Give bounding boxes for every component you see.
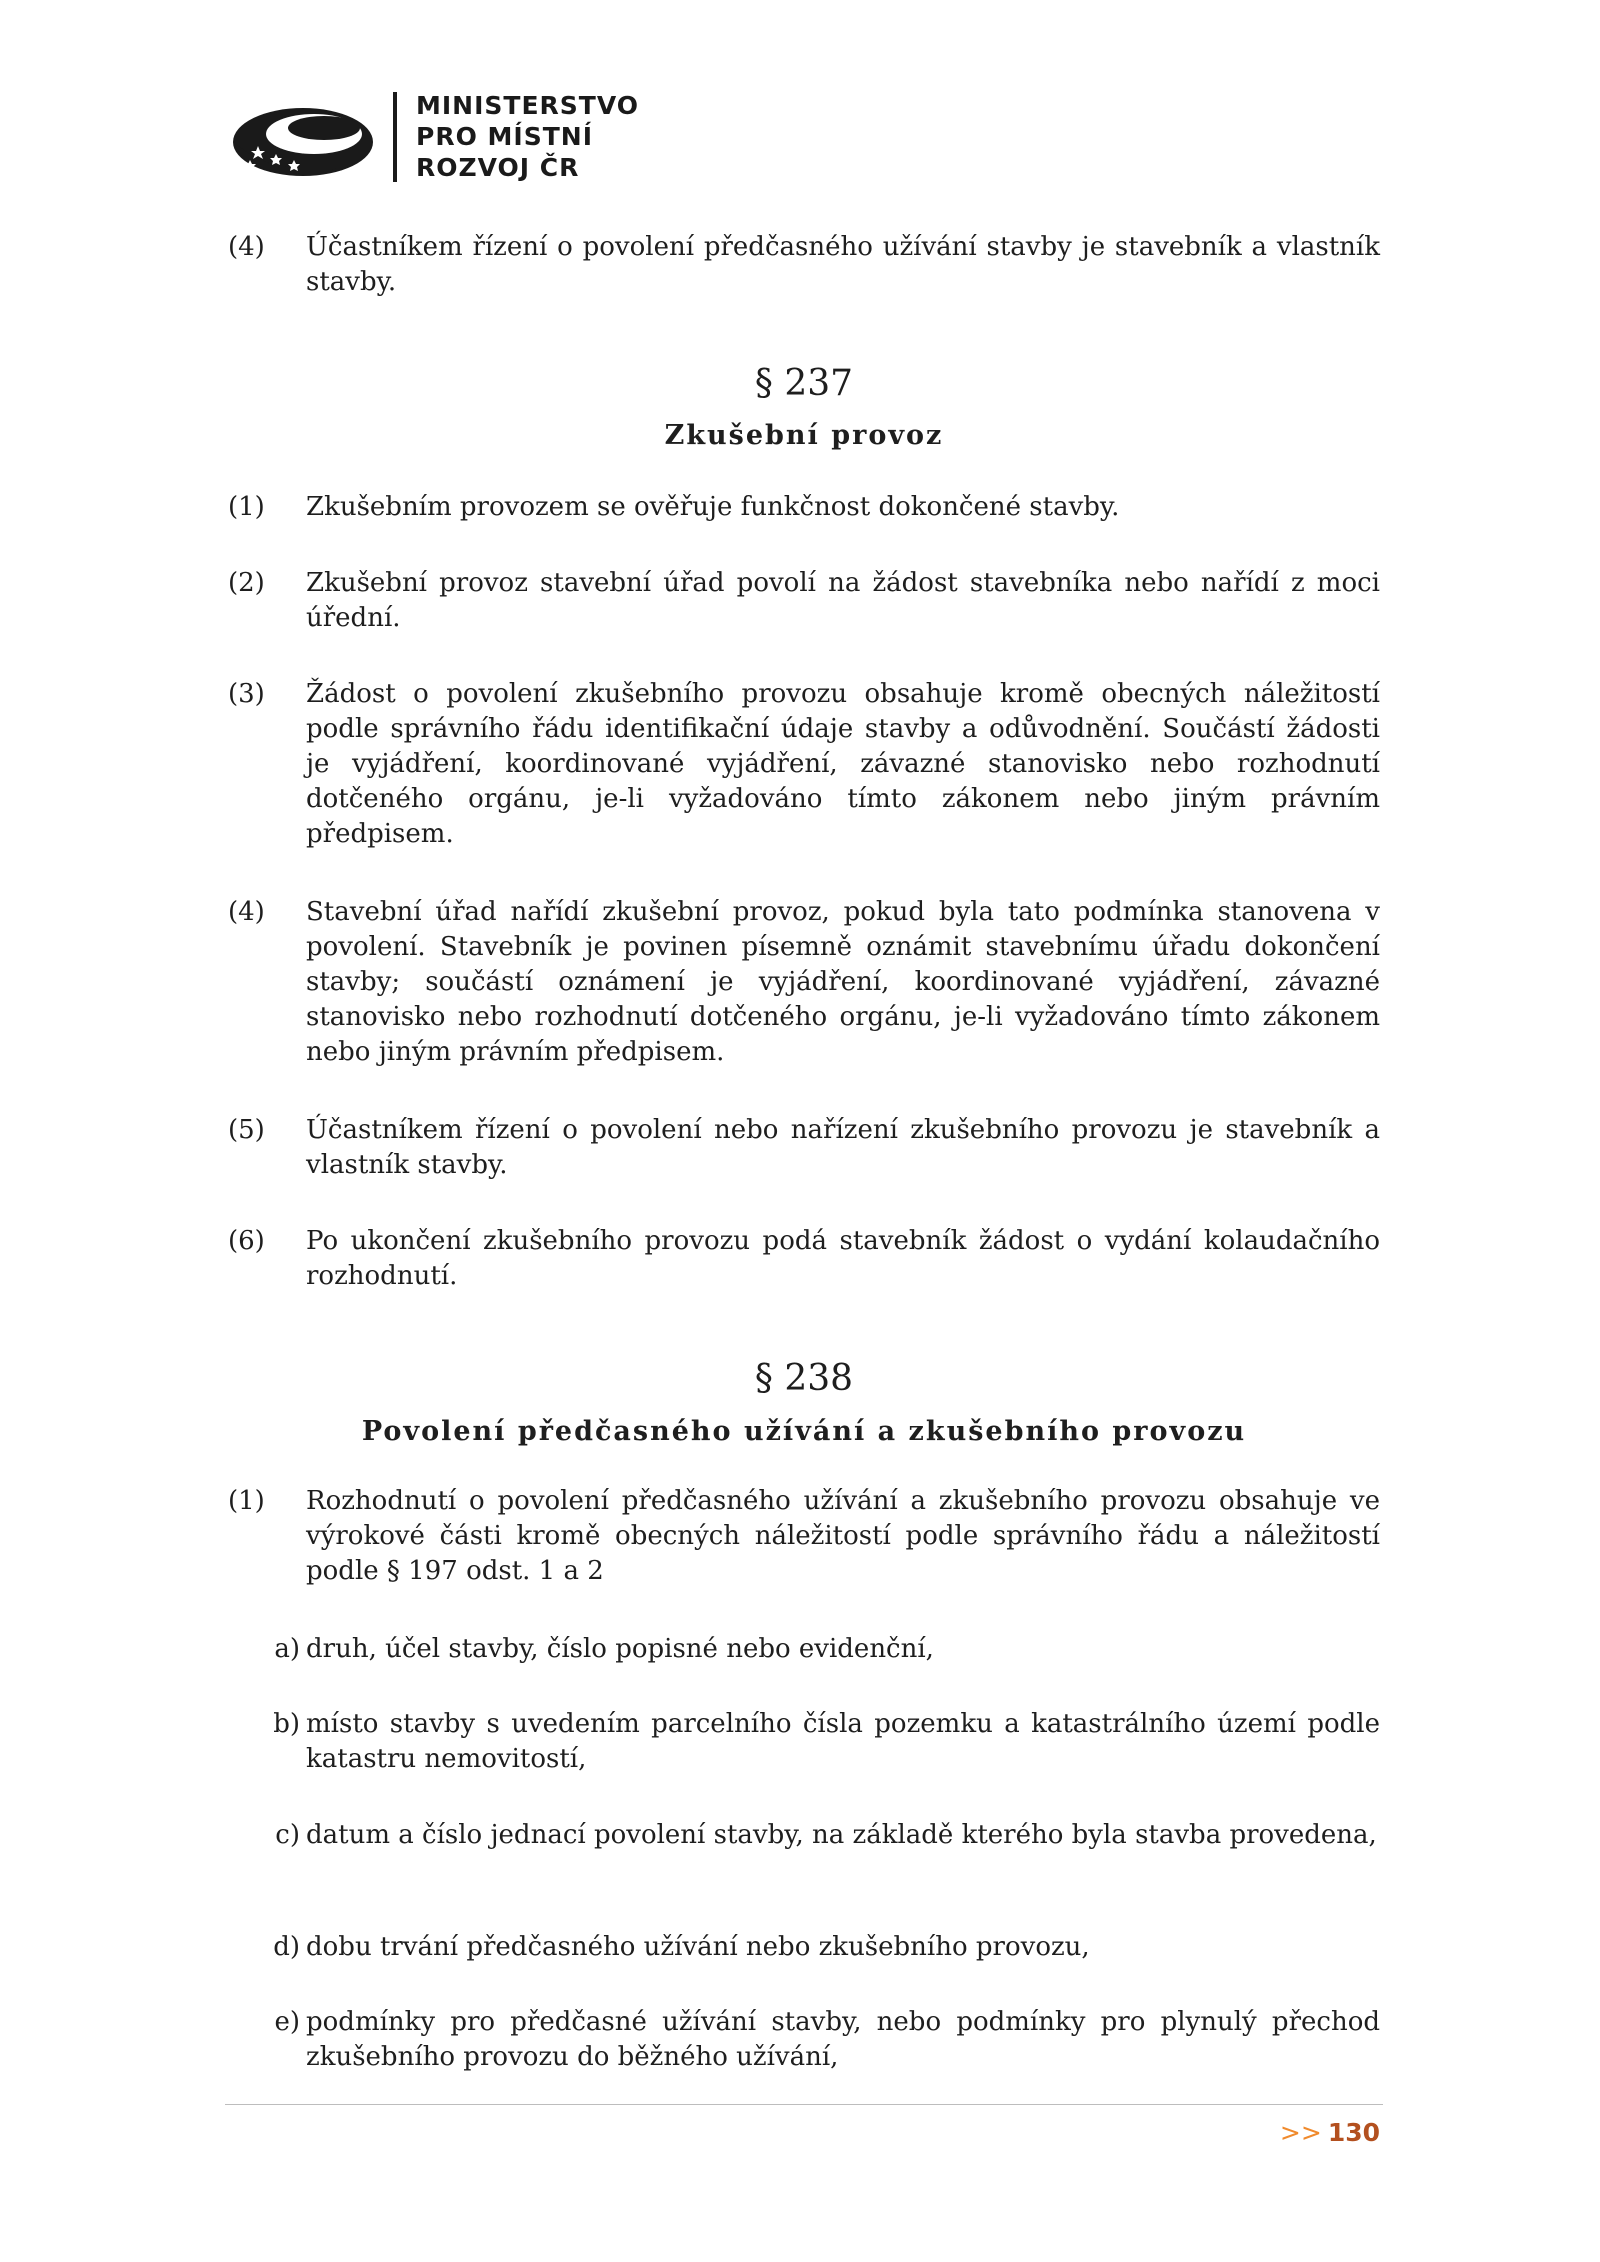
paragraph-number: (4) <box>228 897 265 927</box>
paragraph-number: (3) <box>228 679 265 709</box>
ministry-name-line-2: PRO MÍSTNÍ <box>416 122 593 151</box>
paragraph-text: Stavební úřad nařídí zkušební provoz, pokud byla tato podmínka stanovena v povolení. Stavebník je povinen písemně oznámit stavebnímu úřadu dokončení stavby; součástí oznámení je vyjádření, koordinované vyjádření, závazné stanovisko nebo rozhodnutí dotčeného orgánu, je-li vyžadováno tímto zákonem nebo jiným právním předpisem. <box>306 897 1380 1067</box>
paragraph-text: Účastníkem řízení o povolení předčasného užívání stavby je stavebník a vlastník stavby. <box>306 232 1380 297</box>
list-item-e <box>228 2005 1380 2075</box>
paragraph-number: (6) <box>228 1226 265 1256</box>
section-237-paragraph-6 <box>228 1224 1380 1294</box>
list-item-text: datum a číslo jednací povolení stavby, na základě kterého byla stavba provedena, <box>306 1820 1377 1850</box>
page-number-value: 130 <box>1327 2118 1380 2147</box>
section-238-paragraph-1 <box>228 1484 1380 1589</box>
paragraph-text: Zkušební provoz stavební úřad povolí na žádost stavebníka nebo nařídí z moci úřední. <box>306 568 1380 633</box>
list-item-c <box>228 1818 1380 1853</box>
section-237-paragraph-4 <box>228 895 1380 1070</box>
ministry-name <box>416 90 639 183</box>
section-238-title: Povolení předčasného užívání a zkušebního provozu <box>361 1416 1247 1447</box>
paragraph-number: (1) <box>228 1486 265 1516</box>
section-237-title: Zkušební provoz <box>664 420 944 451</box>
list-item-letter: b) <box>273 1709 300 1739</box>
list-item-letter: d) <box>273 1932 300 1962</box>
paragraph-number: (4) <box>228 232 265 262</box>
list-item-d <box>228 1930 1380 1965</box>
paragraph-text: Po ukončení zkušebního provozu podá stavebník žádost o vydání kolaudačního rozhodnutí. <box>306 1226 1380 1291</box>
list-item-text: podmínky pro předčasné užívání stavby, nebo podmínky pro plynulý přechod zkušebního provozu do běžného užívání, <box>306 2007 1380 2072</box>
list-item-text: místo stavby s uvedením parcelního čísla pozemku a katastrálního území podle katastru nemovitostí, <box>306 1709 1380 1774</box>
list-item-letter: e) <box>274 2007 300 2037</box>
footer-divider <box>225 2104 1383 2105</box>
ministry-header <box>228 88 828 188</box>
list-item-text: dobu trvání předčasného užívání nebo zkušebního provozu, <box>306 1932 1090 1962</box>
list-item-letter: c) <box>275 1820 300 1850</box>
page-number <box>1280 2118 1380 2148</box>
paragraph-text: Žádost o povolení zkušebního provozu obsahuje kromě obecných náležitostí podle správního řádu identifikační údaje stavby a odůvodnění. Součástí žádosti je vyjádření, koordinované vyjádření, závazné stanovisko nebo rozhodnutí dotčeného orgánu, je-li vyžadováno tímto zákonem nebo jiným právním předpisem. <box>306 679 1380 849</box>
paragraph-text: Zkušebním provozem se ověřuje funkčnost dokončené stavby. <box>306 492 1120 522</box>
paragraph-top-4 <box>228 230 1380 300</box>
list-item-text: druh, účel stavby, číslo popisné nebo evidenční, <box>306 1634 934 1664</box>
section-237-paragraph-3 <box>228 677 1380 852</box>
section-237-paragraph-2 <box>228 566 1380 636</box>
ministry-name-line-3: ROZVOJ ČR <box>416 153 580 182</box>
paragraph-text: Účastníkem řízení o povolení nebo nařízení zkušebního provozu je stavebník a vlastník stavby. <box>306 1115 1380 1180</box>
paragraph-number: (2) <box>228 568 265 598</box>
section-237-paragraph-5 <box>228 1113 1380 1183</box>
list-item-b <box>228 1707 1380 1777</box>
section-237-paragraph-1 <box>228 490 1380 525</box>
ministry-name-line-1: MINISTERSTVO <box>416 91 640 120</box>
ministry-logo-icon <box>228 94 378 184</box>
list-item-a <box>228 1632 1380 1667</box>
logo-divider <box>393 92 397 182</box>
paragraph-number: (5) <box>228 1115 265 1145</box>
section-238-number: § 238 <box>754 1358 854 1399</box>
paragraph-number: (1) <box>228 492 265 522</box>
section-237-number: § 237 <box>754 363 854 404</box>
page-arrows-icon: >> <box>1279 2118 1322 2147</box>
list-item-letter: a) <box>274 1634 300 1664</box>
paragraph-text: Rozhodnutí o povolení předčasného užívání a zkušebního provozu obsahuje ve výrokové části kromě obecných náležitostí podle správního řádu a náležitostí podle § 197 odst. 1 a 2 <box>306 1486 1380 1586</box>
